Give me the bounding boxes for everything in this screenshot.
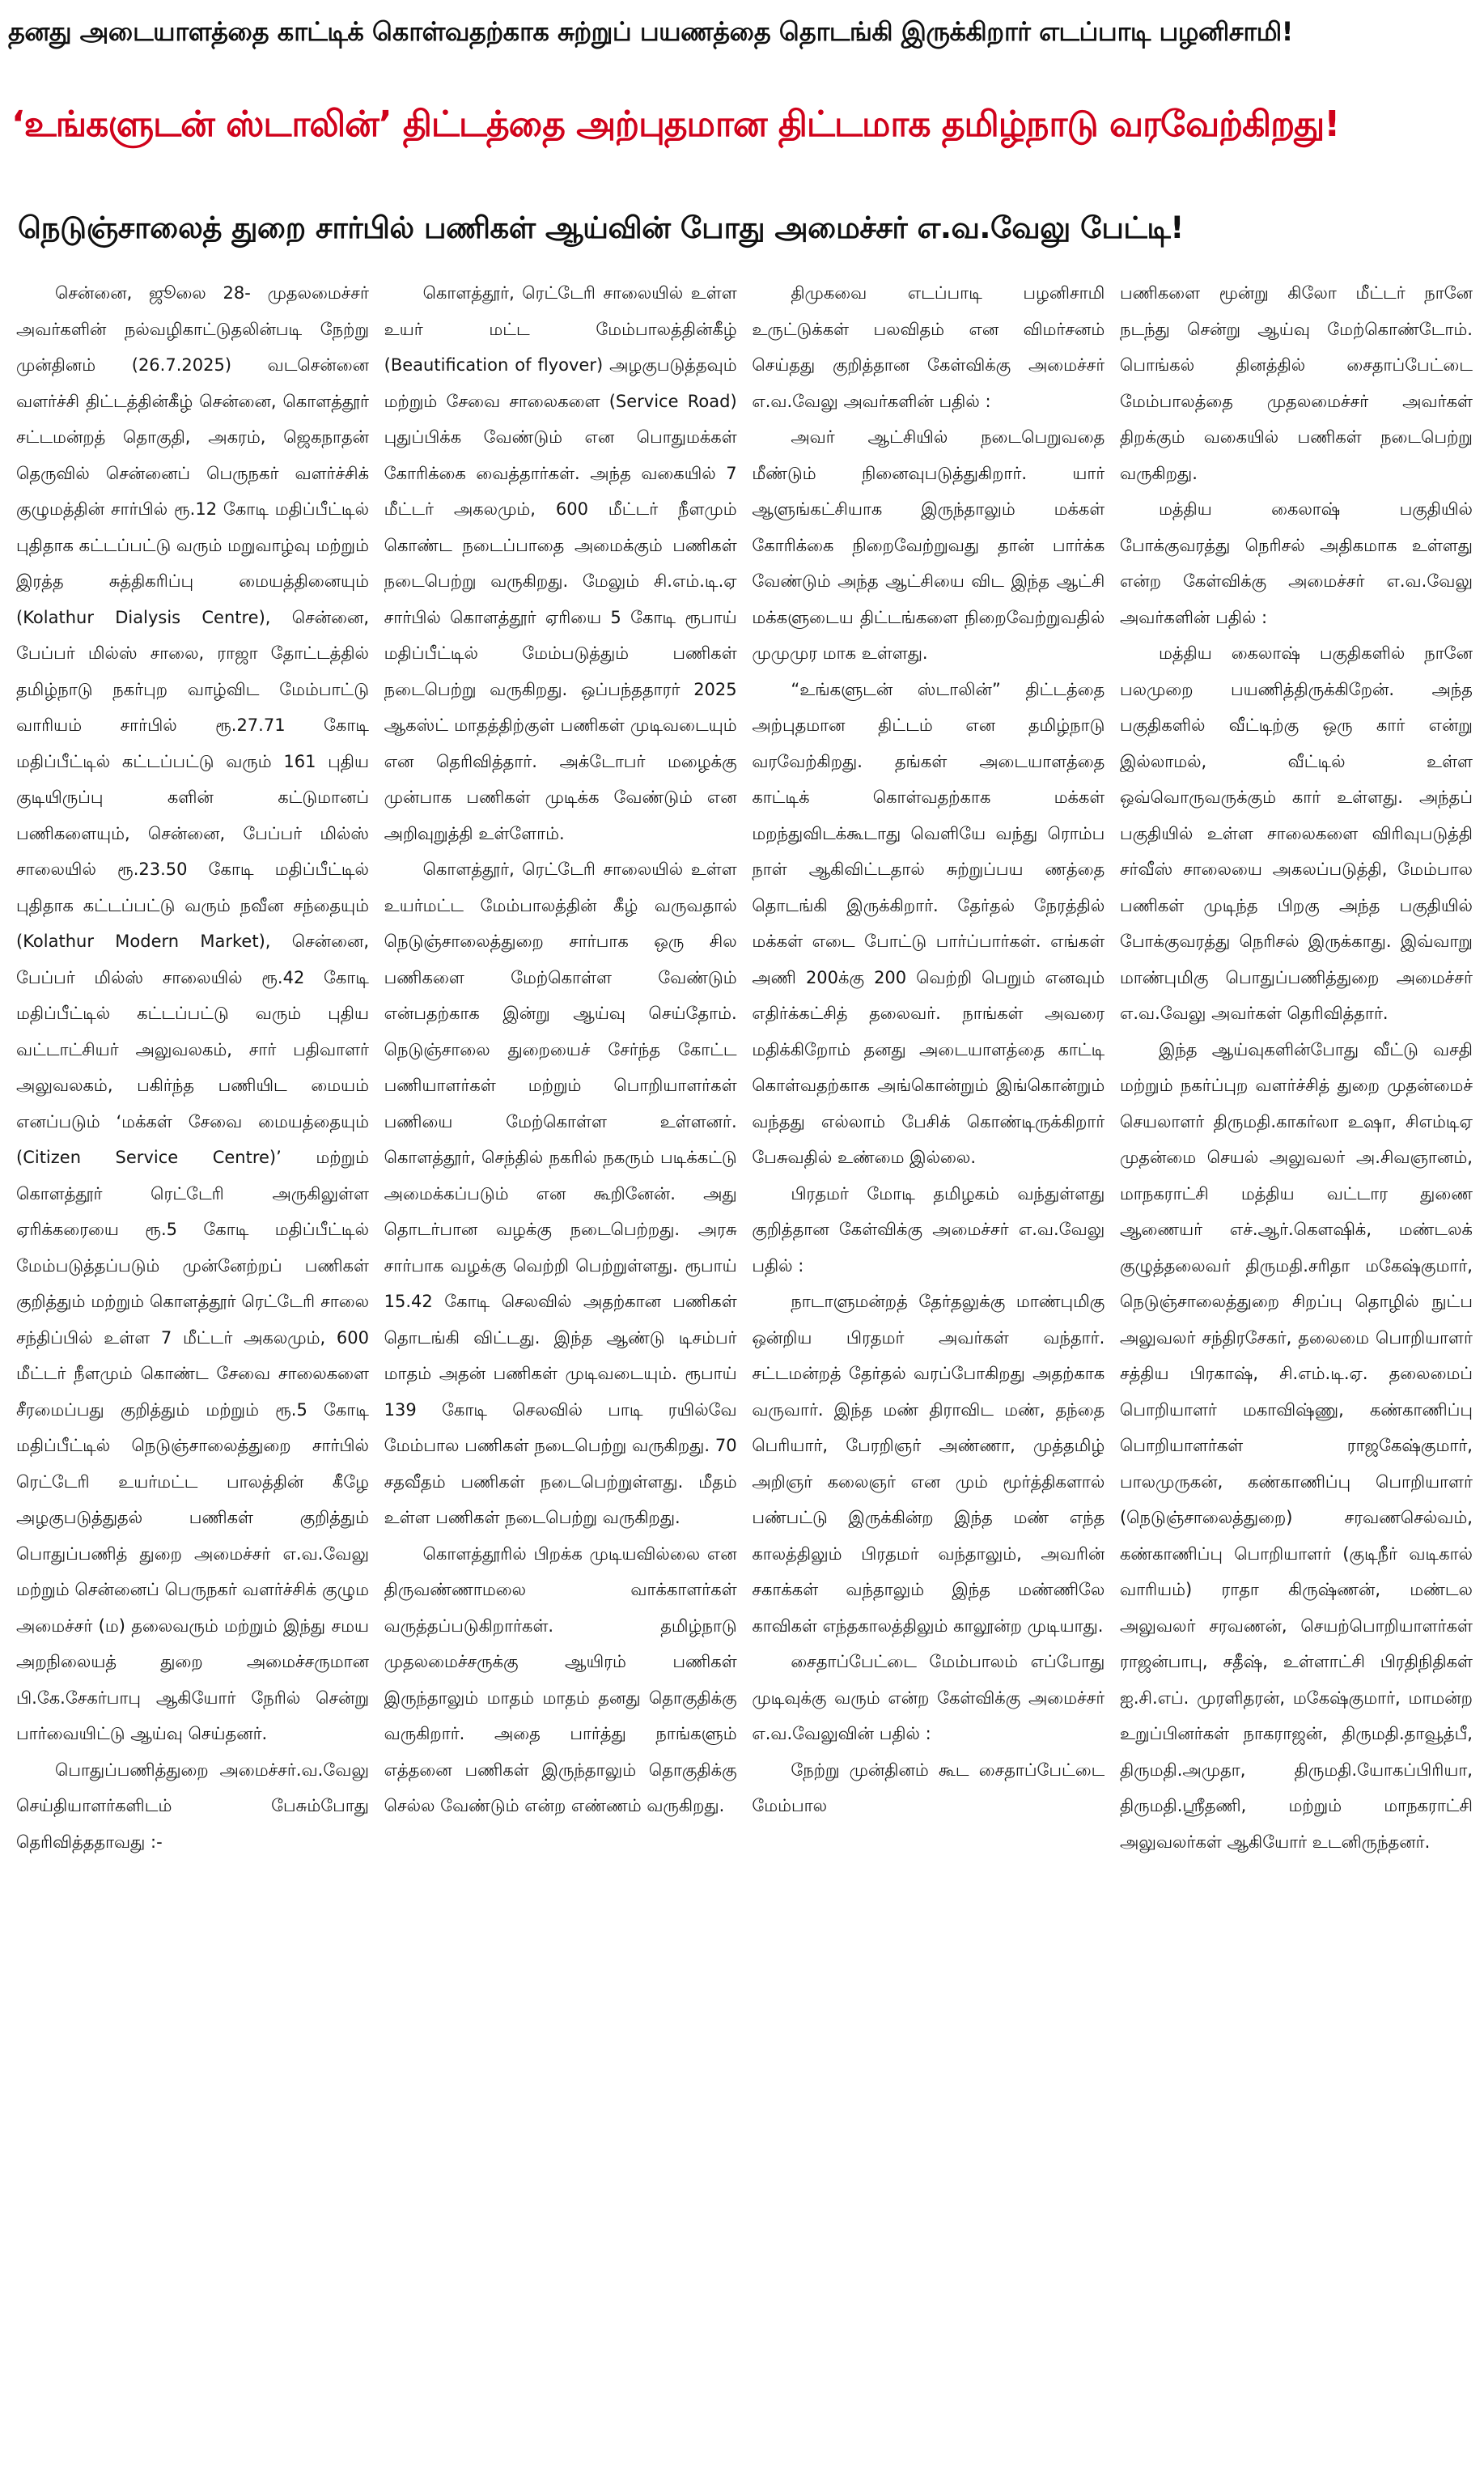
headline: ‘உங்களுடன் ஸ்டாலின்’ திட்டத்தை அற்புதமான திட்டமாக தமிழ்நாடு வரவேற்கிறது! [11,104,1340,145]
kicker-line: தனது அடையாளத்தை காட்டிக் கொள்வதற்காக சுற்றுப் பயணத்தை தொடங்கி இருக்கிறார் எடப்பாடி பழனிசாமி! [8,16,1293,47]
article-column-4 [1120,275,1473,2467]
article-paragraph: “உங்களுடன் ஸ்டாலின்” திட்டத்தை அற்புதமான திட்டம் என தமிழ்நாடு வரவேற்கிறது. தங்கள் அடையாளத்தை காட்டிக் கொள்வதற்காக மக்கள் மறந்துவிடக்கூடாது வெளியே வந்து ரொம்ப நாள் ஆகிவிட்டதால் சுற்றுப்பய ணத்தை தொடங்கி இருக்கிறார். தேர்தல் நேரத்தில் மக்கள் எடை போட்டு பார்ப்பார்கள். எங்கள் அணி 200க்கு 200 வெற்றி பெறும் எனவும் எதிர்க்கட்சித் தலைவர். நாங்கள் அவரை மதிக்கிறோம் தனது அடையாளத்தை காட்டி கொள்வதற்காக அங்கொன்றும் இங்கொன்றும் வந்தது எல்லாம் பேசிக் கொண்டிருக்கிறார் பேசுவதில் உண்மை இல்லை. [752,679,1105,1167]
article-paragraph: திமுகவை எடப்பாடி பழனிசாமி உருட்டுக்கள் பலவிதம் என விமர்சனம் செய்தது குறித்தான கேள்விக்கு அமைச்சர் எ.வ.வேலு அவர்களின் பதில் : [752,283,1105,411]
article-column-1 [16,275,369,2467]
subheadline: நெடுஞ்சாலைத் துறை சார்பில் பணிகள் ஆய்வின் போது அமைச்சர் எ.வ.வேலு பேட்டி! [18,210,1184,245]
article-paragraph: நேற்று முன்தினம் கூட சைதாப்பேட்டை மேம்பால [752,1760,1105,1815]
article-columns [16,275,1473,2467]
article-paragraph: பணிகளை மூன்று கிலோ மீட்டர் நானே நடந்து சென்று ஆய்வு மேற்கொண்டோம். பொங்கல் தினத்தில் சைதாப்பேட்டை மேம்பாலத்தை முதலமைச்சர் அவர்கள் திறக்கும் வகையில் பணிகள் நடைபெற்று வருகிறது. [1119,283,1473,483]
article-paragraph: பிரதமர் மோடி தமிழகம் வந்துள்ளது குறித்தான கேள்விக்கு அமைச்சர் எ.வ.வேலு பதில் : [752,1183,1105,1276]
article-column-2 [384,275,737,2467]
article-paragraph: அவர் ஆட்சியில் நடைபெறுவதை மீண்டும் நினைவுபடுத்துகிறார். யார் ஆளுங்கட்சியாக இருந்தாலும் மக்கள் கோரிக்கை நிறைவேற்றுவது தான் பார்க்க வேண்டும் அந்த ஆட்சியை விட இந்த ஆட்சி மக்களுடைய திட்டங்களை நிறைவேற்றுவதில் முமுமுர மாக உள்ளது. [752,427,1105,663]
article-paragraph: சைதாப்பேட்டை மேம்பாலம் எப்போது முடிவுக்கு வரும் என்ற கேள்விக்கு அமைச்சர் எ.வ.வேலுவின் பதில் : [752,1652,1105,1743]
article-paragraph: கொளத்தூர், ரெட்டேரி சாலையில் உள்ள உயர் மட்ட மேம்பாலத்தின்கீழ் (Beautification of flyover) அழகுபடுத்தவும் மற்றும் சேவை சாலைகளை (Service Road) புதுப்பிக்க வேண்டும் என பொதுமக்கள் கோரிக்கை வைத்தார்கள். அந்த வகையில் 7 மீட்டர் அகலமும், 600 மீட்டர் நீளமும் கொண்ட நடைப்பாதை அமைக்கும் பணிகள் நடைபெற்று வருகிறது. மேலும் சி.எம்.டி.ஏ சார்பில் கொளத்தூர் ஏரியை 5 கோடி ரூபாய் மதிப்பீட்டில் மேம்படுத்தும் பணிகள் நடைபெற்று வருகிறது. ஒப்பந்ததாரர் 2025 ஆகஸ்ட் மாதத்திற்குள் பணிகள் முடிவடையும் என தெரிவித்தார். அக்டோபர் மழைக்கு முன்பாக பணிகள் முடிக்க வேண்டும் என அறிவுறுத்தி உள்ளோம். [384,283,737,843]
article-paragraph: கொளத்தூர், ரெட்டேரி சாலையில் உள்ள உயர்மட்ட மேம்பாலத்தின் கீழ் வருவதால் நெடுஞ்சாலைத்துறை சார்பாக ஒரு சில பணிகளை மேற்கொள்ள வேண்டும் என்பதற்காக இன்று ஆய்வு செய்தோம். நெடுஞ்சாலை துறையைச் சேர்ந்த கோட்ட பணியாளர்கள் மற்றும் பொறியாளர்கள் பணியை மேற்கொள்ள உள்ளனர். கொளத்தூர், செந்தில் நகரில் நகரும் படிக்கட்டு அமைக்கப்படும் என கூறினேன். அது தொடர்பான வழக்கு நடைபெற்றது. அரசு சார்பாக வழக்கு வெற்றி பெற்றுள்ளது. ரூபாய் 15.42 கோடி செலவில் அதற்கான பணிகள் தொடங்கி விட்டது. இந்த ஆண்டு டிசம்பர் மாதம் அதன் பணிகள் முடிவடையும். ரூபாய் 139 கோடி செலவில் பாடி ரயில்வே மேம்பால பணிகள் நடைபெற்று வருகிறது. 70 சதவீதம் பணிகள் நடைபெற்றுள்ளது. மீதம் உள்ள பணிகள் நடைபெற்று வருகிறது. [384,860,737,1527]
article-paragraph: பொதுப்பணித்துறை அமைச்சர்.வ.வேலு செய்தியாளர்களிடம் பேசும்போது தெரிவித்ததாவது :- [16,1760,369,1852]
article-paragraph: கொளத்தூரில் பிறக்க முடியவில்லை என திருவண்ணாமலை வாக்காளர்கள் வருத்தப்படுகிறார்கள். தமிழ்நாடு முதலமைச்சருக்கு ஆயிரம் பணிகள் இருந்தாலும் மாதம் மாதம் தனது தொகுதிக்கு வருகிறார். அதை பார்த்து நாங்களும் எத்தனை பணிகள் இருந்தாலும் தொகுதிக்கு செல்ல வேண்டும் என்ற எண்ணம் வருகிறது. [384,1543,737,1815]
article-paragraph: சென்னை, ஜூலை 28- முதலமைச்சர் அவர்களின் நல்வழிகாட்டுதலின்படி நேற்று முன்தினம் (26.7.2025) வடசென்னை வளர்ச்சி திட்டத்தின்கீழ் சென்னை, கொளத்தூர் சட்டமன்றத் தொகுதி, அகரம், ஜெகநாதன் தெருவில் சென்னைப் பெருநகர் வளர்ச்சிக் குழுமத்தின் சார்பில் ரூ.12 கோடி மதிப்பீட்டில் புதிதாக கட்டப்பட்டு வரும் மறுவாழ்வு மற்றும் இரத்த சுத்திகரிப்பு மையத்தினையும் (Kolathur Dialysis Centre), சென்னை, பேப்பர் மில்ஸ் சாலை, ராஜா தோட்டத்தில் தமிழ்நாடு நகர்புற வாழ்விட மேம்பாட்டு வாரியம் சார்பில் ரூ.27.71 கோடி மதிப்பீட்டில் கட்டப்பட்டு வரும் 161 புதிய குடியிருப்பு களின் கட்டுமானப் பணிகளையும், சென்னை, பேப்பர் மில்ஸ் சாலையில் ரூ.23.50 கோடி மதிப்பீட்டில் புதிதாக கட்டப்பட்டு வரும் நவீன சந்தையும் (Kolathur Modern Market), சென்னை, பேப்பர் மில்ஸ் சாலையில் ரூ.42 கோடி மதிப்பீட்டில் கட்டப்பட்டு வரும் புதிய வட்டாட்சியர் அலுவலகம், சார் பதிவாளர் அலுவலகம், பகிர்ந்த பணியிட மையம் எனப்படும் ‘மக்கள் சேவை மையத்தையும் (Citizen Service Centre)’ மற்றும் கொளத்தூர் ரெட்டேரி அருகிலுள்ள ஏரிக்கரையை ரூ.5 கோடி மதிப்பீட்டில் மேம்படுத்தப்படும் முன்னேற்றப் பணிகள் குறித்தும் மற்றும் கொளத்தூர் ரெட்டேரி சாலை சந்திப்பில் உள்ள 7 மீட்டர் அகலமும், 600 மீட்டர் நீளமும் கொண்ட சேவை சாலைகளை சீரமைப்பது குறித்தும் மற்றும் ரூ.5 கோடி மதிப்பீட்டில் நெடுஞ்சாலைத்துறை சார்பில் ரெட்டேரி உயர்மட்ட பாலத்தின் கீழே அழகுபடுத்துதல் பணிகள் குறித்தும் பொதுப்பணித் துறை அமைச்சர் எ.வ.வேலு மற்றும் சென்னைப் பெருநகர் வளர்ச்சிக் குழும அமைச்சர் (ம) தலைவரும் மற்றும் இந்து சமய அறநிலையத் துறை அமைச்சருமான பி.கே.சேகர்பாபு ஆகியோர் நேரில் சென்று பார்வையிட்டு ஆய்வு செய்தனர். [16,283,369,1743]
article-paragraph: இந்த ஆய்வுகளின்போது வீட்டு வசதி மற்றும் நகர்ப்புற வளர்ச்சித் துறை முதன்மைச் செயலாளர் திருமதி.காகர்லா உஷா, சிஎம்டிஏ முதன்மை செயல் அலுவலர் அ.சிவஞானம், மாநகராட்சி மத்திய வட்டார துணை ஆணையர் எச்.ஆர்.கௌஷிக், மண்டலக் குழுத்தலைவர் திருமதி.சரிதா மகேஷ்குமார், நெடுஞ்சாலைத்துறை சிறப்பு தொழில் நுட்ப அலுவலர் சந்திரசேகர், தலைமை பொறியாளர் சத்திய பிரகாஷ், சி.எம்.டி.ஏ. தலைமைப் பொறியாளர் மகாவிஷ்ணு, கண்காணிப்பு பொறியாளர்கள் ராஜகேஷ்குமார், பாலமுருகன், கண்காணிப்பு பொறியாளர் (நெடுஞ்சாலைத்துறை) சரவணசெல்வம், கண்காணிப்பு பொறியாளர் (குடிநீர் வடிகால் வாரியம்) ராதா கிருஷ்ணன், மண்டல அலுவலர் சரவணன், செயற்பொறியாளர்கள் ராஜன்பாபு, சதீஷ், உள்ளாட்சி பிரதிநிதிகள் ஐ.சி.எப். முரளிதரன், மகேஷ்குமார், மாமன்ற உறுப்பினர்கள் நாகராஜன், திருமதி.தாவூத்பீ, திருமதி.அமுதா, திருமதி.யோகப்பிரியா, திருமதி.ஸ்ரீதணி, மற்றும் மாநகராட்சி அலுவலர்கள் ஆகியோர் உடனிருந்தனர். [1119,1039,1473,1852]
article-paragraph: மத்திய கைலாஷ் பகுதிகளில் நானே பலமுறை பயணித்திருக்கிறேன். அந்த பகுதிகளில் வீட்டிற்கு ஒரு கார் என்று இல்லாமல், வீட்டில் உள்ள ஒவ்வொருவருக்கும் கார் உள்ளது. அந்தப் பகுதியில் உள்ள சாலைகளை விரிவுபடுத்தி சர்வீஸ் சாலையை அகலப்படுத்தி, மேம்பால பணிகள் முடிந்த பிறகு அந்த பகுதியில் போக்குவரத்து நெரிசல் இருக்காது. இவ்வாறு மாண்புமிகு பொதுப்பணித்துறை அமைச்சர் எ.வ.வேலு அவர்கள் தெரிவித்தார். [1119,643,1473,1023]
article-paragraph: மத்திய கைலாஷ் பகுதியில் போக்குவரத்து நெரிசல் அதிகமாக உள்ளது என்ற கேள்விக்கு அமைச்சர் எ.வ.வேலு அவர்களின் பதில் : [1119,499,1473,627]
article-paragraph: நாடாளுமன்றத் தேர்தலுக்கு மாண்புமிகு ஒன்றிய பிரதமர் அவர்கள் வந்தார். சட்டமன்றத் தேர்தல் வரப்போகிறது அதற்காக வருவார். இந்த மண் திராவிட மண், தந்தை பெரியார், பேரறிஞர் அண்ணா, முத்தமிழ் அறிஞர் கலைஞர் என மும் மூர்த்திகளால் பண்பட்டு இருக்கின்ற இந்த மண் எந்த காலத்திலும் பிரதமர் வந்தாலும், அவரின் சகாக்கள் வந்தாலும் இந்த மண்ணிலே காவிகள் எந்தகாலத்திலும் காலூன்ற முடியாது. [752,1292,1105,1636]
article-column-3 [752,275,1105,2467]
